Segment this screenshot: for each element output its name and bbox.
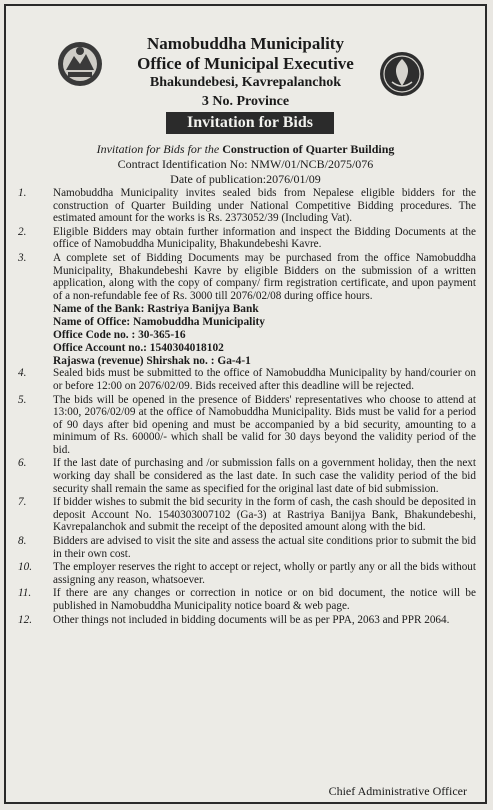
item-text: Namobuddha Municipality invites sealed bids from Nepalese eligible bidders for the construction of Quarter Building under National Competitive Bidding procedures. The estimated amount for the works is Rs. 2373052/39 (Including Vat). [53, 187, 476, 225]
list-item: 6. If the last date of purchasing and /or submission falls on a government holiday, then the next working day shall be considered as the last date. In such case the validity period of the bid security shall remain the same as specified for the original last date of bid submission. [18, 457, 476, 495]
item-text: If there are any changes or correction in notice or on bid document, the notice will be published in Namobuddha Municipality notice board & web page. [53, 587, 476, 613]
item-text: If the last date of purchasing and /or submission falls on a government holiday, then the next working day shall be considered as the last date. In such case the validity period of the bid security shall remain the same as specified for the original last date of bid submission. [53, 457, 476, 495]
bank-office-name: Name of Office: Namobuddha Municipality [53, 316, 265, 329]
invitation-prefix: Invitation for Bids for the [96, 142, 223, 156]
list-item: 11. If there are any changes or correction in notice or on bid document, the notice will be published in Namobuddha Municipality notice board & web page. [18, 587, 476, 613]
list-item: 7. If bidder wishes to submit the bid security in the form of cash, the cash should be deposited in deposit Account No. 1540303007102 (Ga-3) at Rastriya Banijya Bank, Bhakundebeshi, Kavrepalanchok and submit the receipt of the deposited amount along with the bid. [18, 496, 476, 534]
list-item: 3. A complete set of Bidding Documents may be purchased from the office Namobuddha Municipality, Bhakundebeshi Kavre by eligible Bidders on the submission of a written application, along with the copy of company/ firm registration certificate, and upon payment of a non-refundable fee of Rs. 3000 till 2076/02/08 during office hours. [18, 251, 476, 302]
list-item: 5. The bids will be opened in the presence of Bidders' representatives who choose to attend at 13:00, 2076/02/09 at the office of Namobuddha Municipality. Bids must be valid for a period of 90 days after bid opening and must be accompanied by a bid security, amounting to a minimum of Rs. 60000/- which shall be valid for 30 days beyond the validity period of the bid. [18, 393, 476, 456]
invitation-line [6, 142, 485, 157]
notice-items [12, 187, 476, 627]
item-text: Eligible Bidders may obtain further information and inspect the Bidding Documents at the office of Namobuddha Municipality, Bhakundebeshi Kavre. [53, 225, 476, 251]
list-item: 4. Sealed bids must be submitted to the office of Namobuddha Municipality by hand/courier on or before 12:00 on 2076/02/09. Bids received after this deadline will be rejected. [18, 367, 476, 392]
bid-notice [4, 4, 487, 804]
signatory-title: Chief Administrative Officer [328, 784, 467, 798]
item-text: The employer reserves the right to accept or reject, wholly or partly any or all the bids without assigning any reason, whatsoever. [53, 561, 476, 586]
item-text: If bidder wishes to submit the bid security in the form of cash, the cash should be deposited in deposit Account No. 1540303007102 (Ga-3) at Rastriya Banijya Bank, Bhakundebeshi, Kavrepalanchok and submit the receipt of the deposited amount along with the bid. [53, 496, 476, 534]
contract-id: Contract Identification No: NMW/01/NCB/2075/076 [117, 157, 374, 171]
notice-title-banner: Invitation for Bids [166, 112, 334, 134]
office-name: Office of Municipal Executive [137, 54, 354, 73]
bank-name: Name of the Bank: Rastriya Banijya Bank [53, 303, 259, 316]
item-text: The bids will be opened in the presence of Bidders' representatives who choose to attend at 13:00, 2076/02/09 at the office of Namobuddha Municipality. Bids must be valid for a period of 90 days after bid opening and must be accompanied by a bid security, amounting to a minimum of Rs. 60000/- which shall be valid for 30 days beyond the validity period of the bid. [53, 393, 476, 456]
bank-office-code: Office Code no. : 30-365-16 [53, 328, 186, 341]
municipality-name: Namobuddha Municipality [147, 34, 344, 53]
item-text: Other things not included in bidding documents will be as per PPA, 2063 and PPR 2064. [53, 613, 450, 626]
list-item: 1. Namobuddha Municipality invites sealed bids from Nepalese eligible bidders for the construction of Quarter Building under National Competitive Bidding procedures. The estimated amount for the works is Rs. 2373052/39 (Including Vat). [18, 187, 476, 225]
list-item: 12. Other things not included in bidding documents will be as per PPA, 2063 and PPR 2064. [18, 613, 450, 626]
invitation-project: Construction of Quarter Building [222, 142, 395, 156]
item-text: A complete set of Bidding Documents may be purchased from the office Namobuddha Municipality, Bhakundebeshi Kavre by eligible Bidders on the submission of a written application, along with the copy of company/ firm registration certificate, and upon payment of a non-refundable fee of Rs. 3000 till 2076/02/08 during office hours. [53, 251, 476, 302]
publication-date: Date of publication:2076/01/09 [170, 172, 321, 186]
province: 3 No. Province [201, 94, 290, 109]
office-address: Bhakundebesi, Kavrepalanchok [149, 75, 342, 90]
bank-account-no: Office Account no.: 1540304018102 [53, 341, 224, 354]
list-item: 10. The employer reserves the right to accept or reject, wholly or partly any or all the bids without assigning any reason, whatsoever. [18, 561, 476, 586]
list-item: 8. Bidders are advised to visit the site and assess the actual site conditions prior to submit the bid in their own cost. [18, 535, 476, 560]
list-item: 2. Eligible Bidders may obtain further information and inspect the Bidding Documents at the office of Namobuddha Municipality, Bhakundebeshi Kavre. [18, 225, 476, 251]
item-text: Sealed bids must be submitted to the office of Namobuddha Municipality by hand/courier on or before 12:00 on 2076/02/09. Bids received after this deadline will be rejected. [53, 367, 476, 392]
bank-revenue-code: Rajaswa (revenue) Shirshak no. : Ga-4-1 [53, 354, 251, 367]
item-text: Bidders are advised to visit the site and assess the actual site conditions prior to submit the bid in their own cost. [53, 535, 476, 560]
